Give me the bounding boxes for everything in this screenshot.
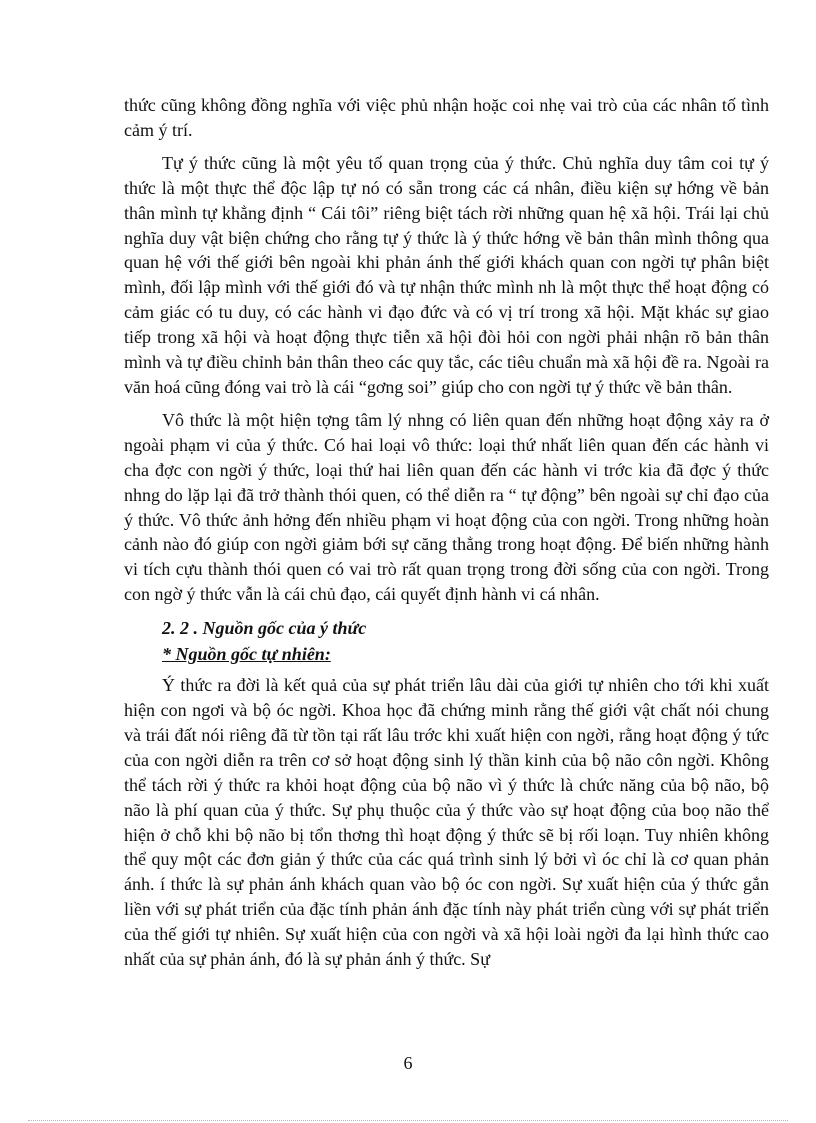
body-text: [124, 93, 769, 980]
paragraph-natural-origin: Ý thức ra đời là kết quả của sự phát triển lâu dài của giới tự nhiên cho tới khi xuất hiện con ngơi và bộ óc ngời. Khoa học đã chứng minh rằng thế giới vật chất nói chung và trái đất nói riêng đã từ tồn tại rất lâu trớc khi xuất hiện con ngời, rằng hoạt động ý tức của con ngời diễn ra trên cơ sở hoạt động sinh lý thần kinh của bộ não côn ngời. Không thể tách rời ý thức ra khỏi hoạt động của bộ não vì ý thức là chức năng của bộ não, bộ não là phí quan của ý thức. Sự phụ thuộc của ý thức vào sự hoạt động của boọ não thể hiện ở chỗ khi bộ não bị tổn thơng thì hoạt động ý thức sẽ bị rối loạn. Tuy nhiên không thể quy một các đơn giản ý thức của các quá trình sinh lý bởi vì óc chỉ là cơ quan phản ánh. í thức là sự phản ánh khách quan vào bộ óc con ngời. Sự xuất hiện của ý thức gắn liền với sự phát triển của đặc tính phản ánh đặc tính này phát triển cùng với sự phát triển của thế giới tự nhiên. Sự xuất hiện của con ngời và xã hội loài ngời đa lại hình thức cao nhất của sự phản ánh, đó là sự phản ánh ý thức. Sự: [124, 675, 769, 970]
page-number: 6: [403, 1053, 413, 1073]
section-subheading: * Nguồn gốc tự nhiên:: [162, 644, 331, 665]
section-heading: 2. 2 . Nguồn gốc của ý thức: [162, 618, 367, 639]
paragraph-unconscious: Vô thức là một hiện tợng tâm lý nhng có liên quan đến những hoạt động xảy ra ở ngoài phạm vi của ý thức. Có hai loại vô thức: loại thứ nhất liên quan đến các hành vi cha đợc con ngời ý thức, loại thứ hai liên quan đến các hành vi trớc kia đã đợc ý thức nhng do lặp lại đã trở thành thói quen, có thể diễn ra “ tự động” bên ngoài sự chỉ đạo của ý thức. Vô thức ảnh hởng đến nhiều phạm vi hoạt động của con ngời. Trong những hoàn cảnh nào đó giúp con ngời giảm bới sự căng thẳng trong hoạt động. Để biến những hành vi tích cựu thành thói quen có vai trò rất quan trọng trong đời sống của con ngời. Trong con ngờ ý thức vẫn là cái chủ đạo, cái quyết định hành vi cá nhân.: [124, 409, 769, 605]
paragraph-self-consciousness: Tự ý thức cũng là một yêu tố quan trọng của ý thức. Chủ nghĩa duy tâm coi tự ý thức là một thực thể độc lập tự nó có sẵn trong các cá nhân, điều kiện sự hớng về bản thân mình tự khẳng định “ Cái tôi” riêng biệt tách rời những quan hệ xã hội. Trái lại chủ nghĩa duy vật biện chứng cho rằng tự ý thức là ý thức hớng về bản thân mình thông qua quan hệ với thế giới bên ngoài khi phản ánh thế giới khách quan con ngời tự phân biệt mình, đối lập mình với thế giới đó và tự nhận thức mình nh là một thực thể hoạt động có cảm giác có tu duy, có các hành vi đạo đức và có vị trí trong xã hội. Mặt khác sự giao tiếp trong xã hội và hoạt động thực tiễn xã hội đòi hỏi con ngời phải nhận rõ bản thân mình và tự điều chỉnh bản thân theo các quy tắc, các tiêu chuẩn mà xã hội đề ra. Ngoài ra văn hoá cũng đóng vai trò là cái “gơng soi” giúp cho con ngời tự ý thức về bản thân.: [124, 152, 769, 397]
page-bottom-rule: [28, 1120, 788, 1121]
paragraph-continuation: thức cũng không đồng nghĩa với việc phủ nhận hoặc coi nhẹ vai trò của các nhân tố tình cảm ý trí.: [124, 95, 769, 140]
